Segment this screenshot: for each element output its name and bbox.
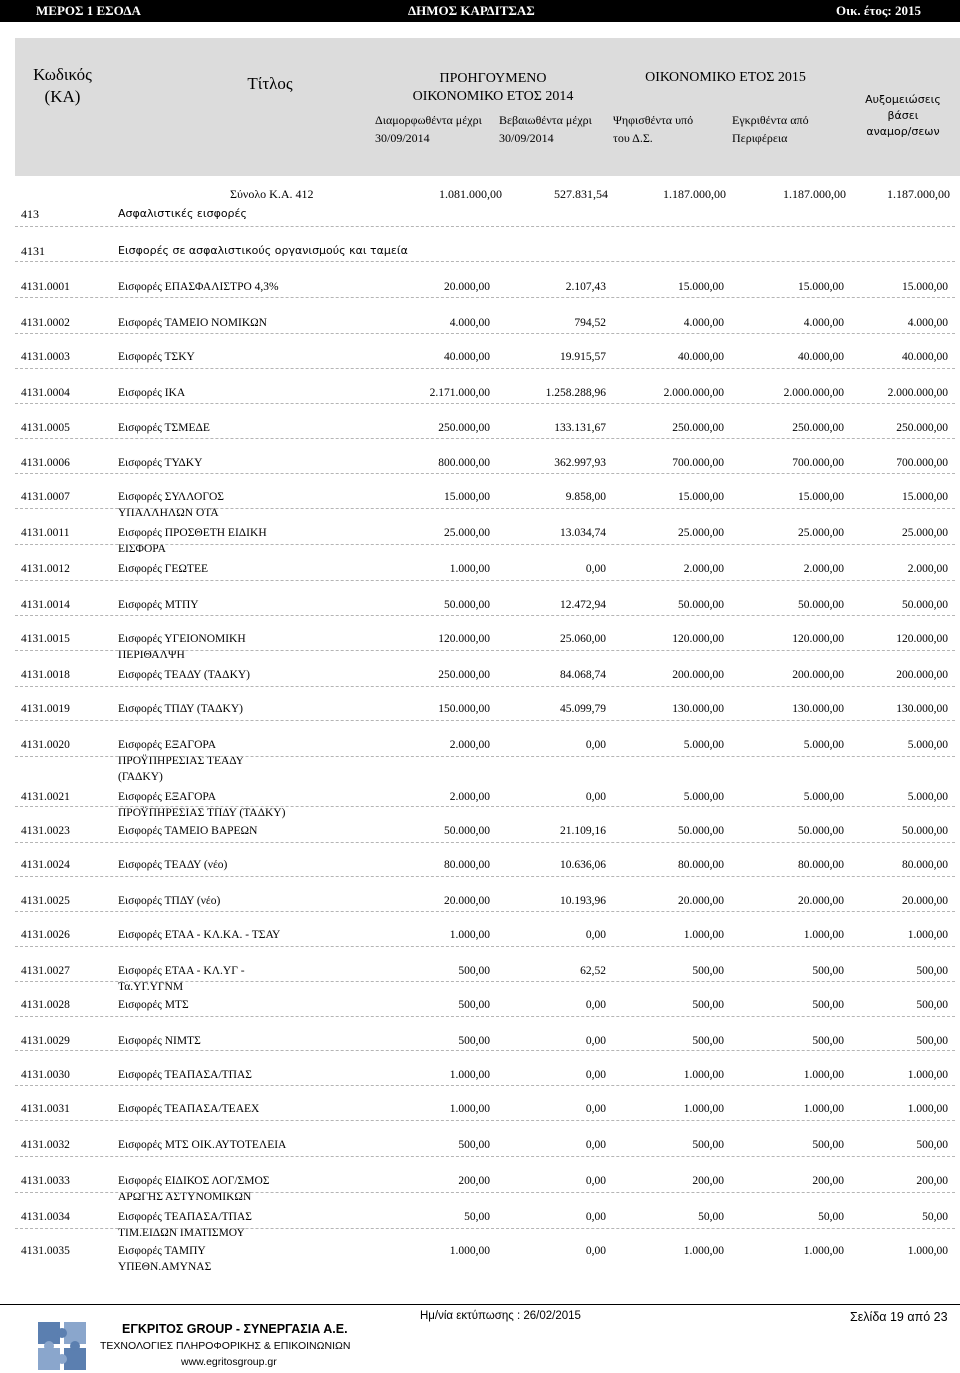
- row-divider: [15, 368, 955, 369]
- row-code: 4131.0007: [21, 491, 70, 503]
- group-413-title: Ασφαλιστικές εισφορές: [118, 207, 247, 220]
- row-code: 4131.0005: [21, 422, 70, 434]
- row-title-line: Εισφορές ΠΡΟΣΘΕΤΗ ΕΙΔΙΚΗ: [118, 527, 267, 539]
- row-value-2: 0,00: [585, 1035, 606, 1047]
- row-value-3: 80.000,00: [678, 859, 724, 871]
- row-divider: [15, 473, 955, 474]
- summary-v5: 1.187.000,00: [887, 187, 950, 201]
- row-value-4: 700.000,00: [792, 457, 844, 469]
- row-title-line: Εισφορές ΤΠΔΥ (νέο): [118, 895, 221, 907]
- row-value-4: 250.000,00: [792, 422, 844, 434]
- row-code: 4131.0002: [21, 317, 70, 329]
- row-title-line: Εισφορές ΤΣΚΥ: [118, 351, 195, 363]
- row-value-3: 5.000,00: [683, 791, 724, 803]
- row-value-5: 5.000,00: [907, 739, 948, 751]
- row-value-5: 2.000.000,00: [887, 387, 948, 399]
- row-value-4: 200,00: [812, 1175, 844, 1187]
- row-value-4: 500,00: [812, 1035, 844, 1047]
- row-value-3: 40.000,00: [678, 351, 724, 363]
- row-code: 4131.0018: [21, 669, 70, 681]
- row-value-4: 80.000,00: [798, 859, 844, 871]
- row-value-3: 20.000,00: [678, 895, 724, 907]
- row-value-1: 15.000,00: [444, 491, 490, 503]
- summary-v3: 1.187.000,00: [663, 187, 726, 201]
- row-value-5: 20.000,00: [902, 895, 948, 907]
- row-value-3: 15.000,00: [678, 491, 724, 503]
- row-value-3: 700.000,00: [672, 457, 724, 469]
- row-value-5: 500,00: [916, 999, 948, 1011]
- row-value-5: 4.000,00: [907, 317, 948, 329]
- row-value-1: 2.000,00: [449, 791, 490, 803]
- header-prev-certified: Βεβαιωθέντα μέχρι 30/09/2014: [499, 113, 592, 145]
- row-value-1: 2.171.000,00: [429, 387, 490, 399]
- row-value-2: 0,00: [585, 791, 606, 803]
- row-value-1: 800.000,00: [438, 457, 490, 469]
- row-divider: [15, 1120, 955, 1121]
- group-4131-code: 4131: [21, 244, 45, 258]
- row-value-3: 500,00: [692, 1139, 724, 1151]
- row-title-line: Εισφορές ΕΞΑΓΟΡΑ: [118, 739, 217, 751]
- row-title-line: Εισφορές ΙΚΑ: [118, 387, 186, 399]
- row-value-5: 500,00: [916, 965, 948, 977]
- row-value-4: 130.000,00: [792, 703, 844, 715]
- row-value-2: 0,00: [585, 739, 606, 751]
- row-value-3: 1.000,00: [683, 1245, 724, 1257]
- row-value-1: 120.000,00: [438, 633, 490, 645]
- row-title: [118, 737, 298, 785]
- row-value-4: 1.000,00: [803, 1069, 844, 1081]
- row-divider: [15, 297, 955, 298]
- row-value-2: 25.060,00: [560, 633, 606, 645]
- row-value-1: 1.000,00: [449, 1103, 490, 1115]
- row-value-5: 50.000,00: [902, 599, 948, 611]
- row-value-4: 50,00: [818, 1211, 844, 1223]
- row-title: [118, 489, 298, 521]
- row-title-line: Εισφορές ΕΤΑΑ - ΚΛ.ΥΓ -: [118, 965, 245, 977]
- row-value-1: 500,00: [458, 1139, 490, 1151]
- row-title: [118, 997, 298, 1013]
- row-value-3: 500,00: [692, 965, 724, 977]
- row-value-3: 2.000,00: [683, 563, 724, 575]
- footer-tagline: ΤΕΧΝΟΛΟΓΙΕΣ ΠΛΗΡΟΦΟΡΙΚΗΣ & ΕΠΙΚΟΙΝΩΝΙΩΝ: [100, 1340, 351, 1352]
- row-value-4: 500,00: [812, 965, 844, 977]
- row-value-5: 15.000,00: [902, 491, 948, 503]
- row-divider: [15, 650, 955, 651]
- row-value-4: 2.000,00: [803, 563, 844, 575]
- row-value-2: 0,00: [585, 1245, 606, 1257]
- row-value-3: 200,00: [692, 1175, 724, 1187]
- row-value-3: 1.000,00: [683, 929, 724, 941]
- row-value-2: 133.131,67: [554, 422, 606, 434]
- row-value-1: 250.000,00: [438, 422, 490, 434]
- row-divider: [15, 1050, 955, 1051]
- row-code: 4131.0024: [21, 859, 70, 871]
- table-header: [15, 38, 960, 176]
- row-value-1: 1.000,00: [449, 563, 490, 575]
- row-code: 4131.0015: [21, 633, 70, 645]
- row-value-1: 20.000,00: [444, 281, 490, 293]
- row-title-line: Εισφορές ΤΥΔΚΥ: [118, 457, 203, 469]
- municipality-label: ΔΗΜΟΣ ΚΑΡΔΙΤΣΑΣ: [408, 3, 535, 18]
- row-title: [118, 701, 298, 717]
- row-title-line: ΤΙΜ.ΕΙΔΩΝ ΙΜΑΤΙΣΜΟΥ: [118, 1227, 245, 1239]
- row-value-1: 4.000,00: [449, 317, 490, 329]
- summary-label: Σύνολο Κ.Α. 412: [230, 187, 314, 201]
- row-value-2: 0,00: [585, 1139, 606, 1151]
- row-divider: [15, 1228, 955, 1229]
- row-value-4: 500,00: [812, 999, 844, 1011]
- row-value-3: 15.000,00: [678, 281, 724, 293]
- row-divider: [15, 686, 955, 687]
- row-value-3: 4.000,00: [683, 317, 724, 329]
- row-value-2: 19.915,57: [560, 351, 606, 363]
- row-value-2: 84.068,74: [560, 669, 606, 681]
- row-code: 4131.0031: [21, 1103, 70, 1115]
- row-value-3: 1.000,00: [683, 1103, 724, 1115]
- row-title: [118, 963, 298, 995]
- row-value-3: 130.000,00: [672, 703, 724, 715]
- row-value-5: 15.000,00: [902, 281, 948, 293]
- row-value-1: 500,00: [458, 999, 490, 1011]
- row-title: [118, 1243, 298, 1275]
- row-value-5: 700.000,00: [896, 457, 948, 469]
- row-value-4: 200.000,00: [792, 669, 844, 681]
- footer-website[interactable]: www.egritosgroup.gr: [181, 1356, 277, 1368]
- row-value-4: 50.000,00: [798, 599, 844, 611]
- row-title-line: Εισφορές ΤΑΜΕΙΟ ΒΑΡΕΩΝ: [118, 825, 258, 837]
- row-title-line: ΥΠΕΘΝ.ΑΜΥΝΑΣ: [118, 1261, 212, 1273]
- row-title: [118, 385, 298, 401]
- group-413-code: 413: [21, 207, 39, 221]
- row-value-4: 5.000,00: [803, 739, 844, 751]
- row-code: 4131.0032: [21, 1139, 70, 1151]
- row-code: 4131.0027: [21, 965, 70, 977]
- row-title: [118, 1033, 298, 1049]
- row-value-2: 0,00: [585, 1103, 606, 1115]
- row-value-4: 50.000,00: [798, 825, 844, 837]
- row-code: 4131.0034: [21, 1211, 70, 1223]
- footer-divider: [0, 1304, 960, 1305]
- row-title-line: ΠΡΟΫΠΗΡΕΣΙΑΣ ΤΕΑΔΥ: [118, 755, 244, 767]
- row-title-line: ΠΡΟΫΠΗΡΕΣΙΑΣ ΤΠΔΥ (ΤΑΔΚΥ): [118, 807, 286, 819]
- row-title: [118, 315, 298, 331]
- row-value-2: 362.997,93: [554, 457, 606, 469]
- row-value-1: 150.000,00: [438, 703, 490, 715]
- row-value-1: 40.000,00: [444, 351, 490, 363]
- row-value-4: 4.000,00: [803, 317, 844, 329]
- row-code: 4131.0012: [21, 563, 70, 575]
- row-value-5: 40.000,00: [902, 351, 948, 363]
- row-title: [118, 525, 298, 557]
- row-title-line: Εισφορές ΤΠΔΥ (ΤΑΔΚΥ): [118, 703, 243, 715]
- row-title-line: Εισφορές ΣΥΛΛΟΓΟΣ: [118, 491, 224, 503]
- row-divider: [15, 438, 955, 439]
- row-value-3: 500,00: [692, 999, 724, 1011]
- row-value-4: 500,00: [812, 1139, 844, 1151]
- header-increases: Αυξομειώσεις βάσει αναμορ/σεων: [865, 93, 941, 138]
- row-title-line: Εισφορές ΤΕΑΔΥ (νέο): [118, 859, 228, 871]
- row-value-2: 13.034,74: [560, 527, 606, 539]
- row-value-5: 200.000,00: [896, 669, 948, 681]
- row-title: [118, 789, 298, 821]
- row-divider: [15, 946, 955, 947]
- row-value-4: 25.000,00: [798, 527, 844, 539]
- row-value-3: 5.000,00: [683, 739, 724, 751]
- row-divider: [15, 615, 955, 616]
- row-divider: [15, 403, 955, 404]
- fiscal-year-label: Οικ. έτος: 2015: [836, 3, 921, 18]
- row-value-4: 1.000,00: [803, 1103, 844, 1115]
- row-title-line: Εισφορές ΤΑΜΠΥ: [118, 1245, 206, 1257]
- row-code: 4131.0023: [21, 825, 70, 837]
- row-divider: [15, 1016, 955, 1017]
- row-title-line: Εισφορές ΝΙΜΤΣ: [118, 1035, 201, 1047]
- row-code: 4131.0021: [21, 791, 70, 803]
- row-value-2: 0,00: [585, 563, 606, 575]
- row-divider: [15, 1156, 955, 1157]
- row-divider: [15, 508, 955, 509]
- row-title-line: Εισφορές ΓΕΩΤΕΕ: [118, 563, 208, 575]
- row-value-3: 50.000,00: [678, 825, 724, 837]
- row-code: 4131.0011: [21, 527, 70, 539]
- row-divider: [15, 333, 955, 334]
- row-title: [118, 1209, 298, 1241]
- row-value-3: 250.000,00: [672, 422, 724, 434]
- row-value-4: 5.000,00: [803, 791, 844, 803]
- row-title-line: Εισφορές ΕΞΑΓΟΡΑ: [118, 791, 217, 803]
- row-title-line: Εισφορές ΕΤΑΑ - ΚΛ.ΚΑ. - ΤΣΑΥ: [118, 929, 281, 941]
- row-value-2: 794,52: [574, 317, 606, 329]
- row-code: 4131.0033: [21, 1175, 70, 1187]
- row-value-4: 15.000,00: [798, 281, 844, 293]
- row-code: 4131.0025: [21, 895, 70, 907]
- row-title: [118, 631, 298, 663]
- row-divider: [15, 1085, 955, 1086]
- top-bar: [0, 0, 960, 22]
- row-title: [118, 927, 298, 943]
- row-title-line: (ΓΑΔΚΥ): [118, 771, 163, 783]
- row-divider: [15, 544, 955, 545]
- row-value-2: 45.099,79: [560, 703, 606, 715]
- row-value-5: 500,00: [916, 1139, 948, 1151]
- section-label: ΜΕΡΟΣ 1 ΕΣΟΔΑ: [36, 3, 141, 18]
- row-value-5: 5.000,00: [907, 791, 948, 803]
- row-title-line: Εισφορές ΤΑΜΕΙΟ ΝΟΜΙΚΩΝ: [118, 317, 267, 329]
- row-title-line: Εισφορές ΤΕΑΔΥ (ΤΑΔΚΥ): [118, 669, 251, 681]
- row-title-line: Τα.ΥΓ.ΥΓΝΜ: [118, 981, 184, 993]
- row-value-1: 50.000,00: [444, 825, 490, 837]
- puzzle-logo-icon: [38, 1322, 86, 1370]
- row-value-3: 50,00: [698, 1211, 724, 1223]
- row-value-2: 1.258.288,96: [545, 387, 606, 399]
- row-title: [118, 455, 298, 471]
- row-value-4: 40.000,00: [798, 351, 844, 363]
- row-value-4: 1.000,00: [803, 929, 844, 941]
- row-value-3: 2.000.000,00: [663, 387, 724, 399]
- row-value-1: 50.000,00: [444, 599, 490, 611]
- row-value-2: 9.858,00: [565, 491, 606, 503]
- row-value-2: 2.107,43: [565, 281, 606, 293]
- summary-v4: 1.187.000,00: [783, 187, 846, 201]
- row-title: [118, 823, 298, 839]
- row-value-5: 250.000,00: [896, 422, 948, 434]
- row-value-5: 120.000,00: [896, 633, 948, 645]
- row-title: [118, 1101, 298, 1117]
- row-code: 4131.0014: [21, 599, 70, 611]
- row-title: [118, 597, 298, 613]
- row-title-line: Εισφορές ΤΕΑΠΑΣΑ/ΤΠΑΣ: [118, 1211, 252, 1223]
- row-value-3: 1.000,00: [683, 1069, 724, 1081]
- group-4131-title: Εισφορές σε ασφαλιστικούς οργανισμούς και ταμεία: [118, 244, 408, 257]
- row-title-line: Εισφορές ΜΤΣ ΟΙΚ.ΑΥΤΟΤΕΛΕΙΑ: [118, 1139, 287, 1151]
- row-title-line: Εισφορές ΕΠΑΣΦΑΛΙΣΤΡΟ 4,3%: [118, 281, 279, 293]
- row-divider: [15, 1192, 955, 1193]
- row-value-4: 1.000,00: [803, 1245, 844, 1257]
- row-value-2: 0,00: [585, 1211, 606, 1223]
- row-value-5: 80.000,00: [902, 859, 948, 871]
- footer-company: ΕΓΚΡΙΤΟΣ GROUP - ΣΥΝΕΡΓΑΣΙΑ Α.Ε.: [122, 1322, 348, 1336]
- row-code: 4131.0020: [21, 739, 70, 751]
- row-value-5: 130.000,00: [896, 703, 948, 715]
- header-code: Κωδικός (ΚΑ): [33, 65, 92, 106]
- row-title-line: ΕΙΣΦΟΡΑ: [118, 543, 166, 555]
- row-value-2: 0,00: [585, 1069, 606, 1081]
- header-cur-approved: Εγκριθέντα από Περιφέρεια: [732, 113, 809, 145]
- row-value-1: 200,00: [458, 1175, 490, 1187]
- row-divider: [15, 756, 955, 757]
- row-value-1: 1.000,00: [449, 929, 490, 941]
- row-value-5: 1.000,00: [907, 1103, 948, 1115]
- row-title-line: ΑΡΩΓΗΣ ΑΣΤΥΝΟΜΙΚΩΝ: [118, 1191, 252, 1203]
- row-code: 4131.0003: [21, 351, 70, 363]
- row-value-4: 2.000.000,00: [783, 387, 844, 399]
- row-value-1: 500,00: [458, 1035, 490, 1047]
- row-title-line: ΥΠΑΛΛΗΛΩΝ ΟΤΑ: [118, 507, 219, 519]
- row-code: 4131.0001: [21, 281, 70, 293]
- row-value-1: 500,00: [458, 965, 490, 977]
- row-title: [118, 1067, 298, 1083]
- summary-v1: 1.081.000,00: [439, 187, 502, 201]
- row-value-5: 200,00: [916, 1175, 948, 1187]
- page-number: Σελίδα 19 από 23: [850, 1310, 948, 1324]
- row-code: 4131.0029: [21, 1035, 70, 1047]
- row-divider: [15, 580, 955, 581]
- row-value-2: 10.636,06: [560, 859, 606, 871]
- row-divider: [15, 876, 955, 877]
- row-divider: [15, 261, 955, 262]
- row-value-2: 10.193,96: [560, 895, 606, 907]
- header-cur-year: ΟΙΚΟΝΟΜΙΚΟ ΕΤΟΣ 2015: [645, 70, 806, 85]
- row-code: 4131.0006: [21, 457, 70, 469]
- row-title-line: ΠΕΡΙΘΑΛΨΗ: [118, 649, 185, 661]
- row-value-4: 20.000,00: [798, 895, 844, 907]
- row-title: [118, 857, 298, 873]
- row-title-line: Εισφορές ΤΕΑΠΑΣΑ/ΤΕΑΕΧ: [118, 1103, 260, 1115]
- row-value-1: 80.000,00: [444, 859, 490, 871]
- row-value-1: 50,00: [464, 1211, 490, 1223]
- row-title: [118, 349, 298, 365]
- row-value-5: 50.000,00: [902, 825, 948, 837]
- row-divider: [15, 842, 955, 843]
- row-value-3: 200.000,00: [672, 669, 724, 681]
- row-value-2: 62,52: [580, 965, 606, 977]
- row-title-line: Εισφορές ΕΙΔΙΚΟΣ ΛΟΓ/ΣΜΟΣ: [118, 1175, 270, 1187]
- row-title: [118, 667, 298, 683]
- row-value-1: 1.000,00: [449, 1069, 490, 1081]
- row-value-3: 500,00: [692, 1035, 724, 1047]
- row-title-line: Εισφορές ΜΤΠΥ: [118, 599, 199, 611]
- row-value-3: 25.000,00: [678, 527, 724, 539]
- row-value-2: 0,00: [585, 999, 606, 1011]
- row-divider: [15, 806, 955, 807]
- summary-v2: 527.831,54: [554, 187, 608, 201]
- row-title: [118, 1137, 298, 1153]
- row-value-2: 0,00: [585, 1175, 606, 1187]
- row-title: [118, 893, 298, 909]
- row-value-4: 15.000,00: [798, 491, 844, 503]
- header-title: Τίτλος: [247, 74, 293, 93]
- row-value-5: 1.000,00: [907, 1069, 948, 1081]
- row-title: [118, 1173, 298, 1205]
- print-date: Ημ/νία εκτύπωσης : 26/02/2015: [420, 1310, 581, 1322]
- row-value-5: 50,00: [922, 1211, 948, 1223]
- row-code: 4131.0030: [21, 1069, 70, 1081]
- row-value-2: 0,00: [585, 929, 606, 941]
- row-code: 4131.0026: [21, 929, 70, 941]
- row-title: [118, 279, 298, 295]
- row-value-3: 120.000,00: [672, 633, 724, 645]
- row-value-4: 120.000,00: [792, 633, 844, 645]
- row-divider: [15, 226, 955, 227]
- row-value-1: 20.000,00: [444, 895, 490, 907]
- row-title: [118, 561, 298, 577]
- row-value-5: 1.000,00: [907, 929, 948, 941]
- row-divider: [15, 911, 955, 912]
- header-prev-year: ΠΡΟΗΓΟΥΜΕΝΟ ΟΙΚΟΝΟΜΙΚΟ ΕΤΟΣ 2014: [412, 71, 574, 104]
- row-value-2: 21.109,16: [560, 825, 606, 837]
- header-cur-voted: Ψηφισθέντα υπό του Δ.Σ.: [613, 113, 694, 145]
- row-value-1: 1.000,00: [449, 1245, 490, 1257]
- row-value-5: 25.000,00: [902, 527, 948, 539]
- row-divider: [15, 981, 955, 982]
- row-code: 4131.0028: [21, 999, 70, 1011]
- row-code: 4131.0004: [21, 387, 70, 399]
- row-value-5: 1.000,00: [907, 1245, 948, 1257]
- row-value-3: 50.000,00: [678, 599, 724, 611]
- row-value-1: 25.000,00: [444, 527, 490, 539]
- row-title-line: Εισφορές ΤΕΑΠΑΣΑ/ΤΠΑΣ: [118, 1069, 252, 1081]
- row-code: 4131.0019: [21, 703, 70, 715]
- row-divider: [15, 720, 955, 721]
- row-value-1: 2.000,00: [449, 739, 490, 751]
- row-title-line: Εισφορές ΤΣΜΕΔΕ: [118, 422, 210, 434]
- row-value-2: 12.472,94: [560, 599, 606, 611]
- row-title-line: Εισφορές ΥΓΕΙΟΝΟΜΙΚΗ: [118, 633, 246, 645]
- header-prev-adjusted: Διαμορφωθέντα μέχρι 30/09/2014: [375, 113, 482, 145]
- row-value-5: 2.000,00: [907, 563, 948, 575]
- row-title-line: Εισφορές ΜΤΣ: [118, 999, 189, 1011]
- row-title: [118, 420, 298, 436]
- row-code: 4131.0035: [21, 1245, 70, 1257]
- row-value-5: 500,00: [916, 1035, 948, 1047]
- row-value-1: 250.000,00: [438, 669, 490, 681]
